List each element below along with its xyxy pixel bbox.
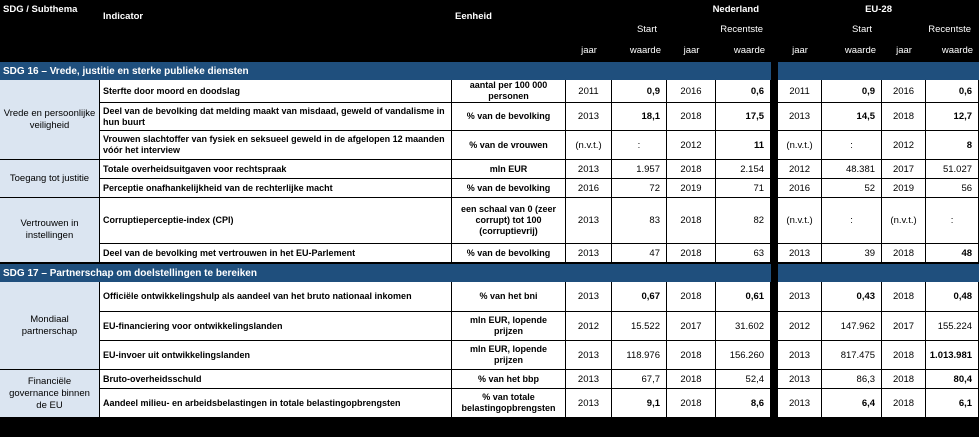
eu-recent-value: 8 [926,131,979,160]
eu-recent-year: 2018 [882,370,926,389]
table-row [0,131,979,160]
nl-start-year: (n.v.t.) [566,131,612,160]
eu-start-year: 2012 [778,160,822,179]
eu-start-year: 2011 [778,80,822,103]
nl-start-value: 47 [612,244,667,263]
eu-start-year: 2013 [778,341,822,370]
nl-recent-value: 2.154 [716,160,771,179]
eu-start-value: : [822,131,882,160]
header-theme: SDG / Subthema [0,0,100,61]
nl-start-year: 2016 [566,179,612,198]
section-row [0,263,979,282]
nl-start-year: 2013 [566,160,612,179]
eu-recent-value: 6,1 [926,389,979,418]
table-row [0,341,979,370]
nl-start-value: : [612,131,667,160]
eu-start-value: 86,3 [822,370,882,389]
eu-start-value: 817.475 [822,341,882,370]
eu-recent-year: 2018 [882,244,926,263]
eu-recent-year: 2018 [882,282,926,312]
header-eu-start-year: jaar [778,40,822,61]
eu-start-year: 2013 [778,244,822,263]
nl-recent-value: 0,6 [716,80,771,103]
nl-start-year: 2013 [566,341,612,370]
eu-recent-value: 0,48 [926,282,979,312]
eu-recent-value: 0,6 [926,80,979,103]
eu-recent-year: 2017 [882,312,926,341]
indicator-cell: Totale overheidsuitgaven voor rechtspraak [100,160,452,179]
table-row [0,370,979,389]
header-eu-recent-value: waarde [926,40,979,61]
nl-start-value: 1.957 [612,160,667,179]
indicator-cell: Corruptieperceptie-index (CPI) [100,198,452,244]
header-nl-recent: Recentste [667,19,771,40]
header-nl-start-year: jaar [566,40,612,61]
nl-recent-value: 8,6 [716,389,771,418]
header-nl-start: Start [566,19,667,40]
eu-start-year: 2012 [778,312,822,341]
table-row [0,103,979,131]
eu-recent-value: : [926,198,979,244]
eu-recent-value: 48 [926,244,979,263]
unit-cell: % van de vrouwen [452,131,566,160]
nl-recent-value: 82 [716,198,771,244]
nl-start-year: 2013 [566,198,612,244]
indicator-cell: Officiële ontwikkelingshulp als aandeel van het bruto nationaal inkomen [100,282,452,312]
table-header [0,0,979,61]
nl-start-value: 0,9 [612,80,667,103]
eu-recent-year: 2012 [882,131,926,160]
nl-recent-value: 63 [716,244,771,263]
nl-start-year: 2011 [566,80,612,103]
theme-cell: Financiële governance binnen de EU [0,370,100,418]
indicator-cell: Perceptie onafhankelijkheid van de rechterlijke macht [100,179,452,198]
nl-start-year: 2013 [566,244,612,263]
nl-recent-year: 2016 [667,80,716,103]
table-body [0,61,979,418]
nl-recent-year: 2019 [667,179,716,198]
nl-recent-value: 52,4 [716,370,771,389]
section-row [0,61,979,80]
eu-start-value: 6,4 [822,389,882,418]
eu-recent-value: 12,7 [926,103,979,131]
eu-start-value: 48.381 [822,160,882,179]
nl-start-value: 15.522 [612,312,667,341]
nl-start-value: 83 [612,198,667,244]
eu-recent-year: 2016 [882,80,926,103]
unit-cell: mln EUR, lopende prijzen [452,341,566,370]
eu-start-value: 14,5 [822,103,882,131]
nl-start-year: 2013 [566,282,612,312]
eu-recent-year: 2019 [882,179,926,198]
nl-start-year: 2013 [566,389,612,418]
theme-cell: Vrede en persoonlijke veiligheid [0,80,100,160]
header-eu-recent: Recentste [882,19,979,40]
eu-recent-year: 2018 [882,389,926,418]
header-eu-recent-year: jaar [882,40,926,61]
unit-cell: % van het bni [452,282,566,312]
nl-recent-value: 156.260 [716,341,771,370]
nl-start-value: 67,7 [612,370,667,389]
nl-recent-year: 2018 [667,341,716,370]
eu-recent-value: 1.013.981 [926,341,979,370]
eu-recent-value: 155.224 [926,312,979,341]
unit-cell: aantal per 100 000 personen [452,80,566,103]
section-title: SDG 16 – Vrede, justitie en sterke publieke diensten [0,61,771,80]
unit-cell: mln EUR, lopende prijzen [452,312,566,341]
header-nl-recent-value: waarde [716,40,771,61]
indicator-cell: Aandeel milieu- en arbeidsbelastingen in totale belastingopbrengsten [100,389,452,418]
header-indicator: Indicator [100,0,452,61]
eu-start-year: 2013 [778,370,822,389]
unit-cell: % van de bevolking [452,244,566,263]
nl-recent-year: 2012 [667,131,716,160]
nl-recent-year: 2018 [667,282,716,312]
indicator-cell: EU-invoer uit ontwikkelingslanden [100,341,452,370]
section-title: SDG 17 – Partnerschap om doelstellingen te bereiken [0,263,771,282]
indicator-cell: Bruto-overheidsschuld [100,370,452,389]
nl-start-value: 118.976 [612,341,667,370]
nl-recent-year: 2018 [667,370,716,389]
nl-recent-year: 2018 [667,389,716,418]
eu-start-year: 2013 [778,103,822,131]
unit-cell: % van de bevolking [452,103,566,131]
nl-start-value: 72 [612,179,667,198]
indicator-cell: Deel van de bevolking dat melding maakt van misdaad, geweld of vandalisme in hun buurt [100,103,452,131]
eu-recent-year: (n.v.t.) [882,198,926,244]
indicator-cell: EU-financiering voor ontwikkelingslanden [100,312,452,341]
eu-start-year: 2016 [778,179,822,198]
eu-recent-value: 56 [926,179,979,198]
eu-start-value: : [822,198,882,244]
nl-start-value: 9,1 [612,389,667,418]
unit-cell: % van de bevolking [452,179,566,198]
nl-recent-value: 0,61 [716,282,771,312]
nl-recent-year: 2018 [667,198,716,244]
eu-start-year: 2013 [778,282,822,312]
eu-start-year: (n.v.t.) [778,131,822,160]
header-eu-start: Start [778,19,882,40]
unit-cell: een schaal van 0 (zeer corrupt) tot 100 (corruptievrij) [452,198,566,244]
eu-recent-value: 51.027 [926,160,979,179]
theme-cell: Vertrouwen in instellingen [0,198,100,263]
indicator-cell: Vrouwen slachtoffer van fysiek en seksueel geweld in de afgelopen 12 maanden vóór het interview [100,131,452,160]
table-row [0,198,979,244]
nl-start-year: 2013 [566,370,612,389]
theme-cell: Mondiaal partnerschap [0,282,100,370]
indicator-cell: Sterfte door moord en doodslag [100,80,452,103]
table-row [0,160,979,179]
nl-recent-value: 11 [716,131,771,160]
nl-recent-year: 2018 [667,160,716,179]
header-nl-recent-year: jaar [667,40,716,61]
nl-start-year: 2013 [566,103,612,131]
header-group-nl: Nederland [566,0,771,19]
eu-recent-year: 2017 [882,160,926,179]
nl-recent-value: 71 [716,179,771,198]
theme-cell: Toegang tot justitie [0,160,100,198]
header-nl-start-value: waarde [612,40,667,61]
header-group-eu: EU-28 [778,0,979,19]
eu-start-value: 39 [822,244,882,263]
table-row [0,312,979,341]
eu-start-year: (n.v.t.) [778,198,822,244]
nl-recent-value: 31.602 [716,312,771,341]
table-row [0,80,979,103]
header-eu-start-value: waarde [822,40,882,61]
eu-start-year: 2013 [778,389,822,418]
nl-start-year: 2012 [566,312,612,341]
nl-recent-value: 17,5 [716,103,771,131]
header-unit: Eenheid [452,0,566,61]
eu-start-value: 52 [822,179,882,198]
indicator-cell: Deel van de bevolking met vertrouwen in het EU-Parlement [100,244,452,263]
eu-recent-year: 2018 [882,103,926,131]
eu-start-value: 147.962 [822,312,882,341]
nl-recent-year: 2018 [667,244,716,263]
eu-recent-value: 80,4 [926,370,979,389]
eu-start-value: 0,43 [822,282,882,312]
nl-start-value: 18,1 [612,103,667,131]
table-row [0,282,979,312]
nl-recent-year: 2017 [667,312,716,341]
nl-recent-year: 2018 [667,103,716,131]
table-row [0,244,979,263]
unit-cell: % van het bbp [452,370,566,389]
eu-recent-year: 2018 [882,341,926,370]
unit-cell: mln EUR [452,160,566,179]
table-row [0,179,979,198]
table-row [0,389,979,418]
eu-start-value: 0,9 [822,80,882,103]
nl-start-value: 0,67 [612,282,667,312]
unit-cell: % van totale belastingopbrengsten [452,389,566,418]
